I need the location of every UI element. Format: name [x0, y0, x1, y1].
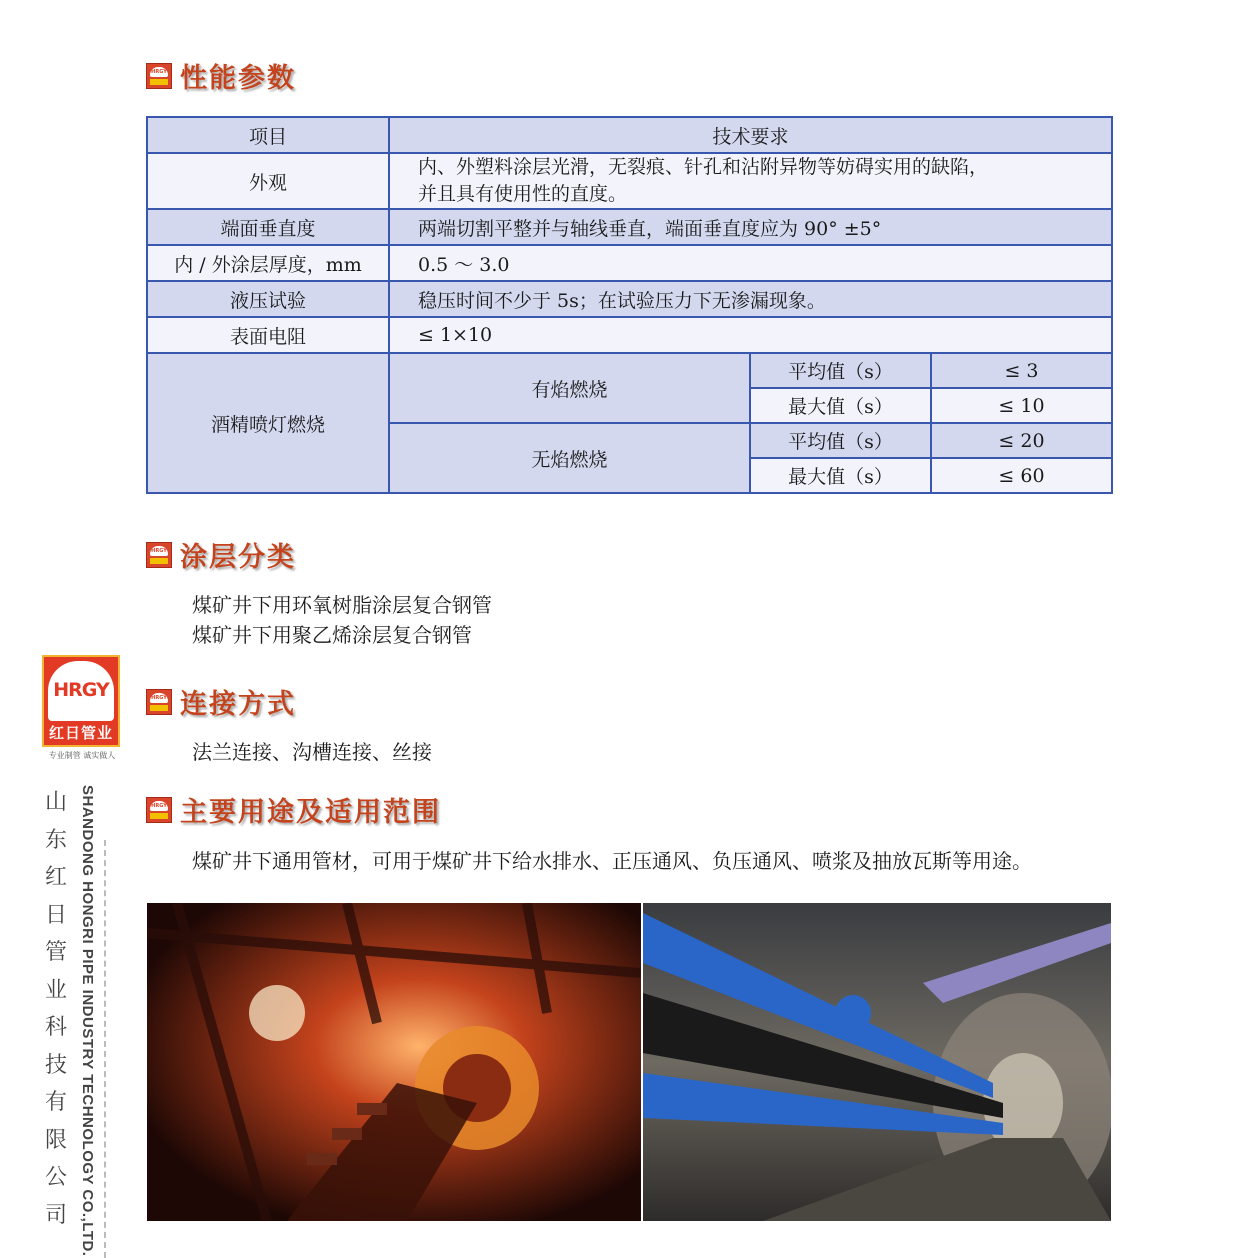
logo-slogan: 专业制管 诚实做人 — [48, 751, 116, 760]
row-item: 液压试验 — [147, 281, 389, 317]
company-logo — [42, 655, 120, 747]
table-row — [147, 245, 1112, 281]
section-header-connection — [146, 682, 296, 721]
tunnel-pipes-photo — [643, 903, 1111, 1221]
section-header-coating — [146, 535, 296, 574]
usage-text: 煤矿井下通用管材，可用于煤矿井下给水排水、正压通风、负压通风、喷浆及抽放瓦斯等用途。 — [192, 849, 1032, 873]
flameless-avg-label: 平均值（s） — [750, 423, 931, 458]
performance-table — [146, 116, 1113, 494]
row-requirement: 稳压时间不少于 5s；在试验压力下无渗漏现象。 — [389, 281, 1112, 317]
divider — [104, 840, 106, 1258]
row-item: 外观 — [147, 153, 389, 209]
row-requirement: 内、外塑料涂层光滑，无裂痕、针孔和沾附异物等妨碍实用的缺陷， 并且具有使用性的直度。 — [389, 153, 1112, 209]
row-item: 表面电阻 — [147, 317, 389, 353]
brand-emblem-icon: HRGY — [146, 542, 172, 568]
flame-max-label: 最大值（s） — [750, 388, 931, 423]
flameless-max-label: 最大值（s） — [750, 458, 931, 493]
table-header-row — [147, 117, 1112, 153]
row-item: 端面垂直度 — [147, 209, 389, 245]
flame-avg-label: 平均值（s） — [750, 353, 931, 388]
section-header-usage — [146, 790, 441, 829]
company-name-cn: 山 东 红 日 管 业 科 技 有 限 公 司 — [44, 790, 67, 1228]
table-row — [147, 153, 1112, 209]
logo-letters: HRGY — [53, 679, 109, 701]
flame-label: 有焰燃烧 — [389, 353, 750, 423]
table-row — [147, 281, 1112, 317]
header-requirement: 技术要求 — [389, 117, 1112, 153]
brand-emblem-icon: HRGY — [146, 63, 172, 89]
flame-max-value: ≤ 10 — [931, 388, 1112, 423]
flameless-label: 无焰燃烧 — [389, 423, 750, 493]
table-row — [147, 317, 1112, 353]
row-requirement: ≤ 1×10 — [389, 317, 1112, 353]
brand-emblem-icon: HRGY — [146, 689, 172, 715]
coating-item-pe: 煤矿井下用聚乙烯涂层复合钢管 — [192, 623, 472, 647]
flame-avg-value: ≤ 3 — [931, 353, 1112, 388]
section-title-coating: 涂层分类 — [180, 542, 296, 573]
coating-item-epoxy: 煤矿井下用环氧树脂涂层复合钢管 — [192, 593, 492, 617]
table-row-burn — [147, 353, 1112, 388]
connection-text: 法兰连接、沟槽连接、丝接 — [192, 740, 432, 764]
section-title-connection: 连接方式 — [180, 689, 296, 720]
burn-item: 酒精喷灯燃烧 — [147, 353, 389, 493]
flameless-max-value: ≤ 60 — [931, 458, 1112, 493]
brand-emblem-icon: HRGY — [146, 797, 172, 823]
logo-name: 红日管业 — [44, 721, 118, 745]
row-item: 内 / 外涂层厚度，mm — [147, 245, 389, 281]
table-row — [147, 209, 1112, 245]
header-item: 项目 — [147, 117, 389, 153]
flameless-avg-value: ≤ 20 — [931, 423, 1112, 458]
row-requirement: 两端切割平整并与轴线垂直，端面垂直度应为 90° ±5° — [389, 209, 1112, 245]
company-name-en: SHANDONG HONGRI PIPE INDUSTRY TECHNOLOGY CO.,LTD. — [79, 785, 96, 1257]
section-title-usage: 主要用途及适用范围 — [180, 797, 441, 828]
section-title-performance: 性能参数 — [180, 63, 296, 94]
section-header-performance — [146, 56, 296, 95]
mining-machine-photo — [147, 903, 641, 1221]
row-requirement: 0.5 ～ 3.0 — [389, 245, 1112, 281]
